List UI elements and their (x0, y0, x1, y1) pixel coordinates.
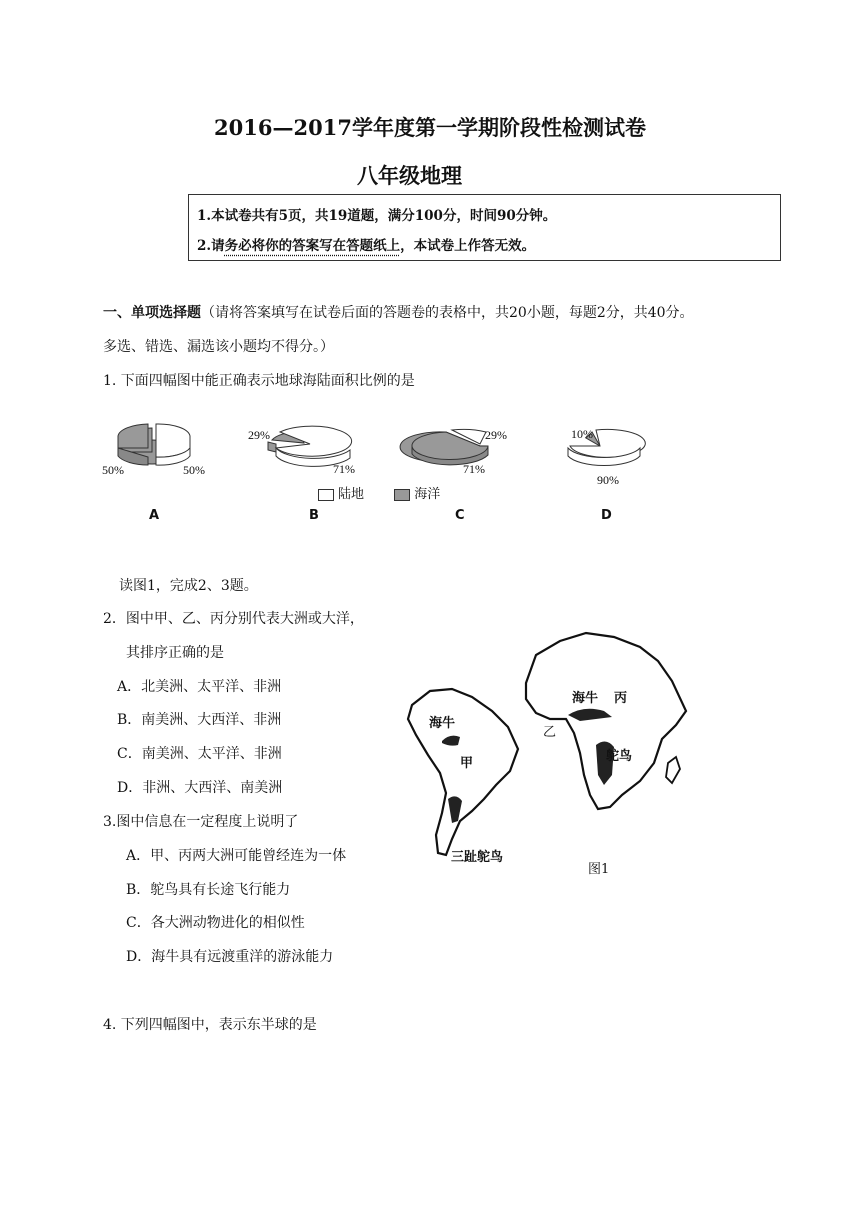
q1-stem: 1. 下面四幅图中能正确表示地球海陆面积比例的是 (103, 373, 415, 389)
map-label-manatee-af: 海牛 (572, 691, 599, 706)
pie-a-right-pct: 50% (183, 463, 205, 477)
q2-option-d: D．非洲、大西洋、南美洲 (117, 780, 283, 796)
q2-stem-1: 2．图中甲、乙、丙分别代表大洲或大洋， (103, 611, 364, 627)
q3-option-d: D．海牛具有远渡重洋的游泳能力 (126, 949, 334, 965)
notice-line-2 (197, 234, 535, 254)
pie-c (400, 429, 488, 464)
q3-stem: 3.图中信息在一定程度上说明了 (103, 814, 299, 830)
q3-option-b: B．鸵鸟具有长途飞行能力 (126, 882, 291, 898)
map-label-jia: 甲 (460, 756, 474, 771)
pie-b (268, 426, 352, 466)
madagascar-shape (666, 757, 680, 783)
pie-c-bottom-pct: 71% (463, 462, 485, 476)
map-label-rhea: 三趾鸵鸟 (451, 850, 504, 865)
notice-box (188, 194, 781, 261)
q2-option-c: C．南美洲、太平洋、非洲 (117, 746, 282, 762)
legend-land-swatch (318, 489, 334, 501)
pie-d-bottom-pct: 90% (597, 473, 619, 487)
legend-land-label: 陆地 (338, 487, 365, 502)
pie-legend (318, 483, 440, 502)
q2-stem-2: 其排序正确的是 (126, 645, 224, 661)
pie-c-label: C (455, 508, 465, 523)
pie-b-label: B (309, 508, 319, 523)
exam-title: 2016—2017学年度第一学期阶段性检测试卷 (214, 115, 646, 140)
exam-subtitle: 八年级地理 (357, 163, 462, 188)
section1-heading: 一、单项选择题 (103, 305, 201, 321)
q4-stem: 4. 下列四幅图中，表示东半球的是 (103, 1017, 317, 1033)
pie-d-label: D (601, 508, 612, 523)
section1-line1 (103, 302, 694, 322)
map-label-yi: 乙 (543, 725, 557, 740)
pie-b-bottom-pct: 71% (333, 462, 355, 476)
notice-line-2-post: ，本试卷上作答无效。 (400, 238, 536, 254)
q3-option-a: A．甲、丙两大洲可能曾经连为一体 (126, 848, 347, 864)
section1-desc: （请将答案填写在试卷后面的答题卷的表格中，共20小题，每题2分，共40分。 (201, 305, 694, 321)
q2-option-a: A．北美洲、太平洋、非洲 (117, 679, 282, 695)
q2-option-b: B．南美洲、大西洋、非洲 (117, 712, 282, 728)
legend-ocean-label: 海洋 (414, 487, 441, 502)
pie-d-top-pct: 10% (571, 427, 593, 441)
read-instruction: 读图1，完成2、3题。 (119, 578, 258, 594)
map-label-manatee-sa: 海牛 (429, 716, 456, 731)
pie-b-top-pct: 29% (248, 428, 270, 442)
section1-desc-2: 多选、错选、漏选该小题均不得分。） (103, 339, 334, 355)
pie-a-label: A (149, 508, 160, 523)
continents-map (400, 625, 700, 865)
map-caption: 图1 (588, 862, 610, 877)
notice-line-2-emphasis: 务必将你的答案写在答题纸上 (224, 238, 401, 254)
pie-a-left-pct: 50% (102, 463, 124, 477)
pie-c-top-pct: 29% (485, 428, 507, 442)
legend-ocean-swatch (394, 489, 410, 501)
notice-line-1: 1.本试卷共有5页，共19道题，满分100分，时间90分钟。 (197, 208, 557, 224)
notice-line-2-pre: 2.请 (197, 238, 225, 254)
south-america-shape (408, 689, 518, 855)
pie-a (118, 424, 190, 465)
map-label-ostrich: 鸵鸟 (606, 749, 633, 764)
q3-option-c: C．各大洲动物进化的相似性 (126, 915, 305, 931)
map-label-bing: 丙 (614, 691, 628, 706)
